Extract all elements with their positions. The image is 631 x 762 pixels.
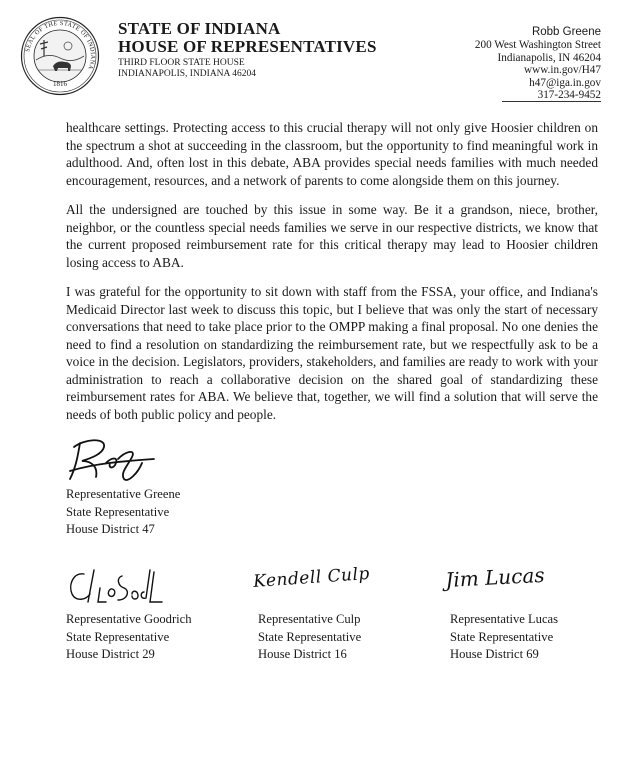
- culp-title: State Representative: [258, 629, 362, 644]
- letterhead-floor: THIRD FLOOR STATE HOUSE: [118, 58, 245, 68]
- culp-district: House District 16: [258, 647, 347, 661]
- letterhead-rep-name: Robb Greene: [531, 26, 601, 38]
- lucas-name: Representative Lucas: [450, 612, 559, 626]
- letterhead-website: www.in.gov/H47: [524, 64, 601, 77]
- goodrich-signature-block: [66, 611, 192, 664]
- goodrich-district: House District 29: [66, 647, 155, 661]
- lucas-signature: [446, 556, 545, 592]
- lucas-signature-block: [450, 611, 558, 664]
- body-paragraph-3: I was grateful for the opportunity to sit down with staff from the FSSA, your office, and Indiana's Medicaid Director last week to discuss this topic, but I believe that was only the start of necessary conversations that need to take place prior to the OMPP making a final proposal. No one denies the need to find a resolution on standardizing the reimbursement rate, but we respectfully ask to be a voice in the decision. Legislators, providers, stakeholders, and families are ready to work with your administration to reach a collaborative decision on the shared goal of standardizing these reimbursement rates for ABA. We believe that, together, we will find a solution that will serve the needs of both public policy and people.: [66, 284, 598, 422]
- letterhead-state: STATE OF INDIANA: [118, 19, 281, 38]
- letterhead-street: 200 West Washington Street: [474, 39, 601, 52]
- letterhead-city-zip: Indianapolis, IN 46204: [497, 51, 601, 64]
- letterhead-left: [118, 20, 377, 80]
- lucas-title: State Representative: [450, 629, 554, 644]
- culp-signature-text: Kendell Culp: [252, 563, 371, 592]
- letter-body: [66, 119, 598, 435]
- letterhead-house: HOUSE OF REPRESENTATIVES: [118, 37, 377, 56]
- seal-ring-text: SEAL OF THE STATE OF INDIANA: [24, 19, 97, 71]
- greene-district: House District 47: [66, 522, 155, 536]
- seal-year: 1816: [53, 80, 67, 88]
- culp-name: Representative Culp: [258, 612, 361, 626]
- lucas-signature-text: Jim Lucas: [444, 562, 546, 592]
- greene-title: State Representative: [66, 504, 170, 519]
- state-seal-icon: [20, 16, 100, 96]
- greene-signature-block: [66, 486, 180, 539]
- goodrich-signature: [66, 562, 166, 613]
- culp-signature: [254, 558, 371, 592]
- goodrich-title: State Representative: [66, 629, 170, 644]
- letterhead-right: [475, 26, 601, 102]
- lucas-district: House District 69: [450, 647, 539, 661]
- letterhead-email: h47@iga.in.gov: [529, 76, 601, 89]
- letterhead-city: INDIANAPOLIS, INDIANA 46204: [118, 69, 257, 79]
- greene-name: Representative Greene: [66, 487, 181, 501]
- body-paragraph-2: All the undersigned are touched by this issue in some way. Be it a grandson, niece, brother, neighbor, or the countless special needs families we serve in our respective districts, we know that the current proposed reimbursement rate for this critical therapy may lead to Hoosier children losing access to ABA.: [66, 202, 598, 270]
- letterhead-phone: 317-234-9452: [502, 89, 601, 102]
- greene-signature: [66, 433, 156, 485]
- body-paragraph-1: healthcare settings. Protecting access to this crucial therapy will not only give Hoosier children on the spectrum a shot at succeeding in the classroom, but the opportunity to find meaningful work in adulthood. And, often lost in this debate, ABA provides special needs families with much needed encouragement, resources, and a network of parents to come alongside them on this journey.: [66, 120, 598, 188]
- culp-signature-block: [258, 611, 361, 664]
- goodrich-name: Representative Goodrich: [66, 612, 192, 626]
